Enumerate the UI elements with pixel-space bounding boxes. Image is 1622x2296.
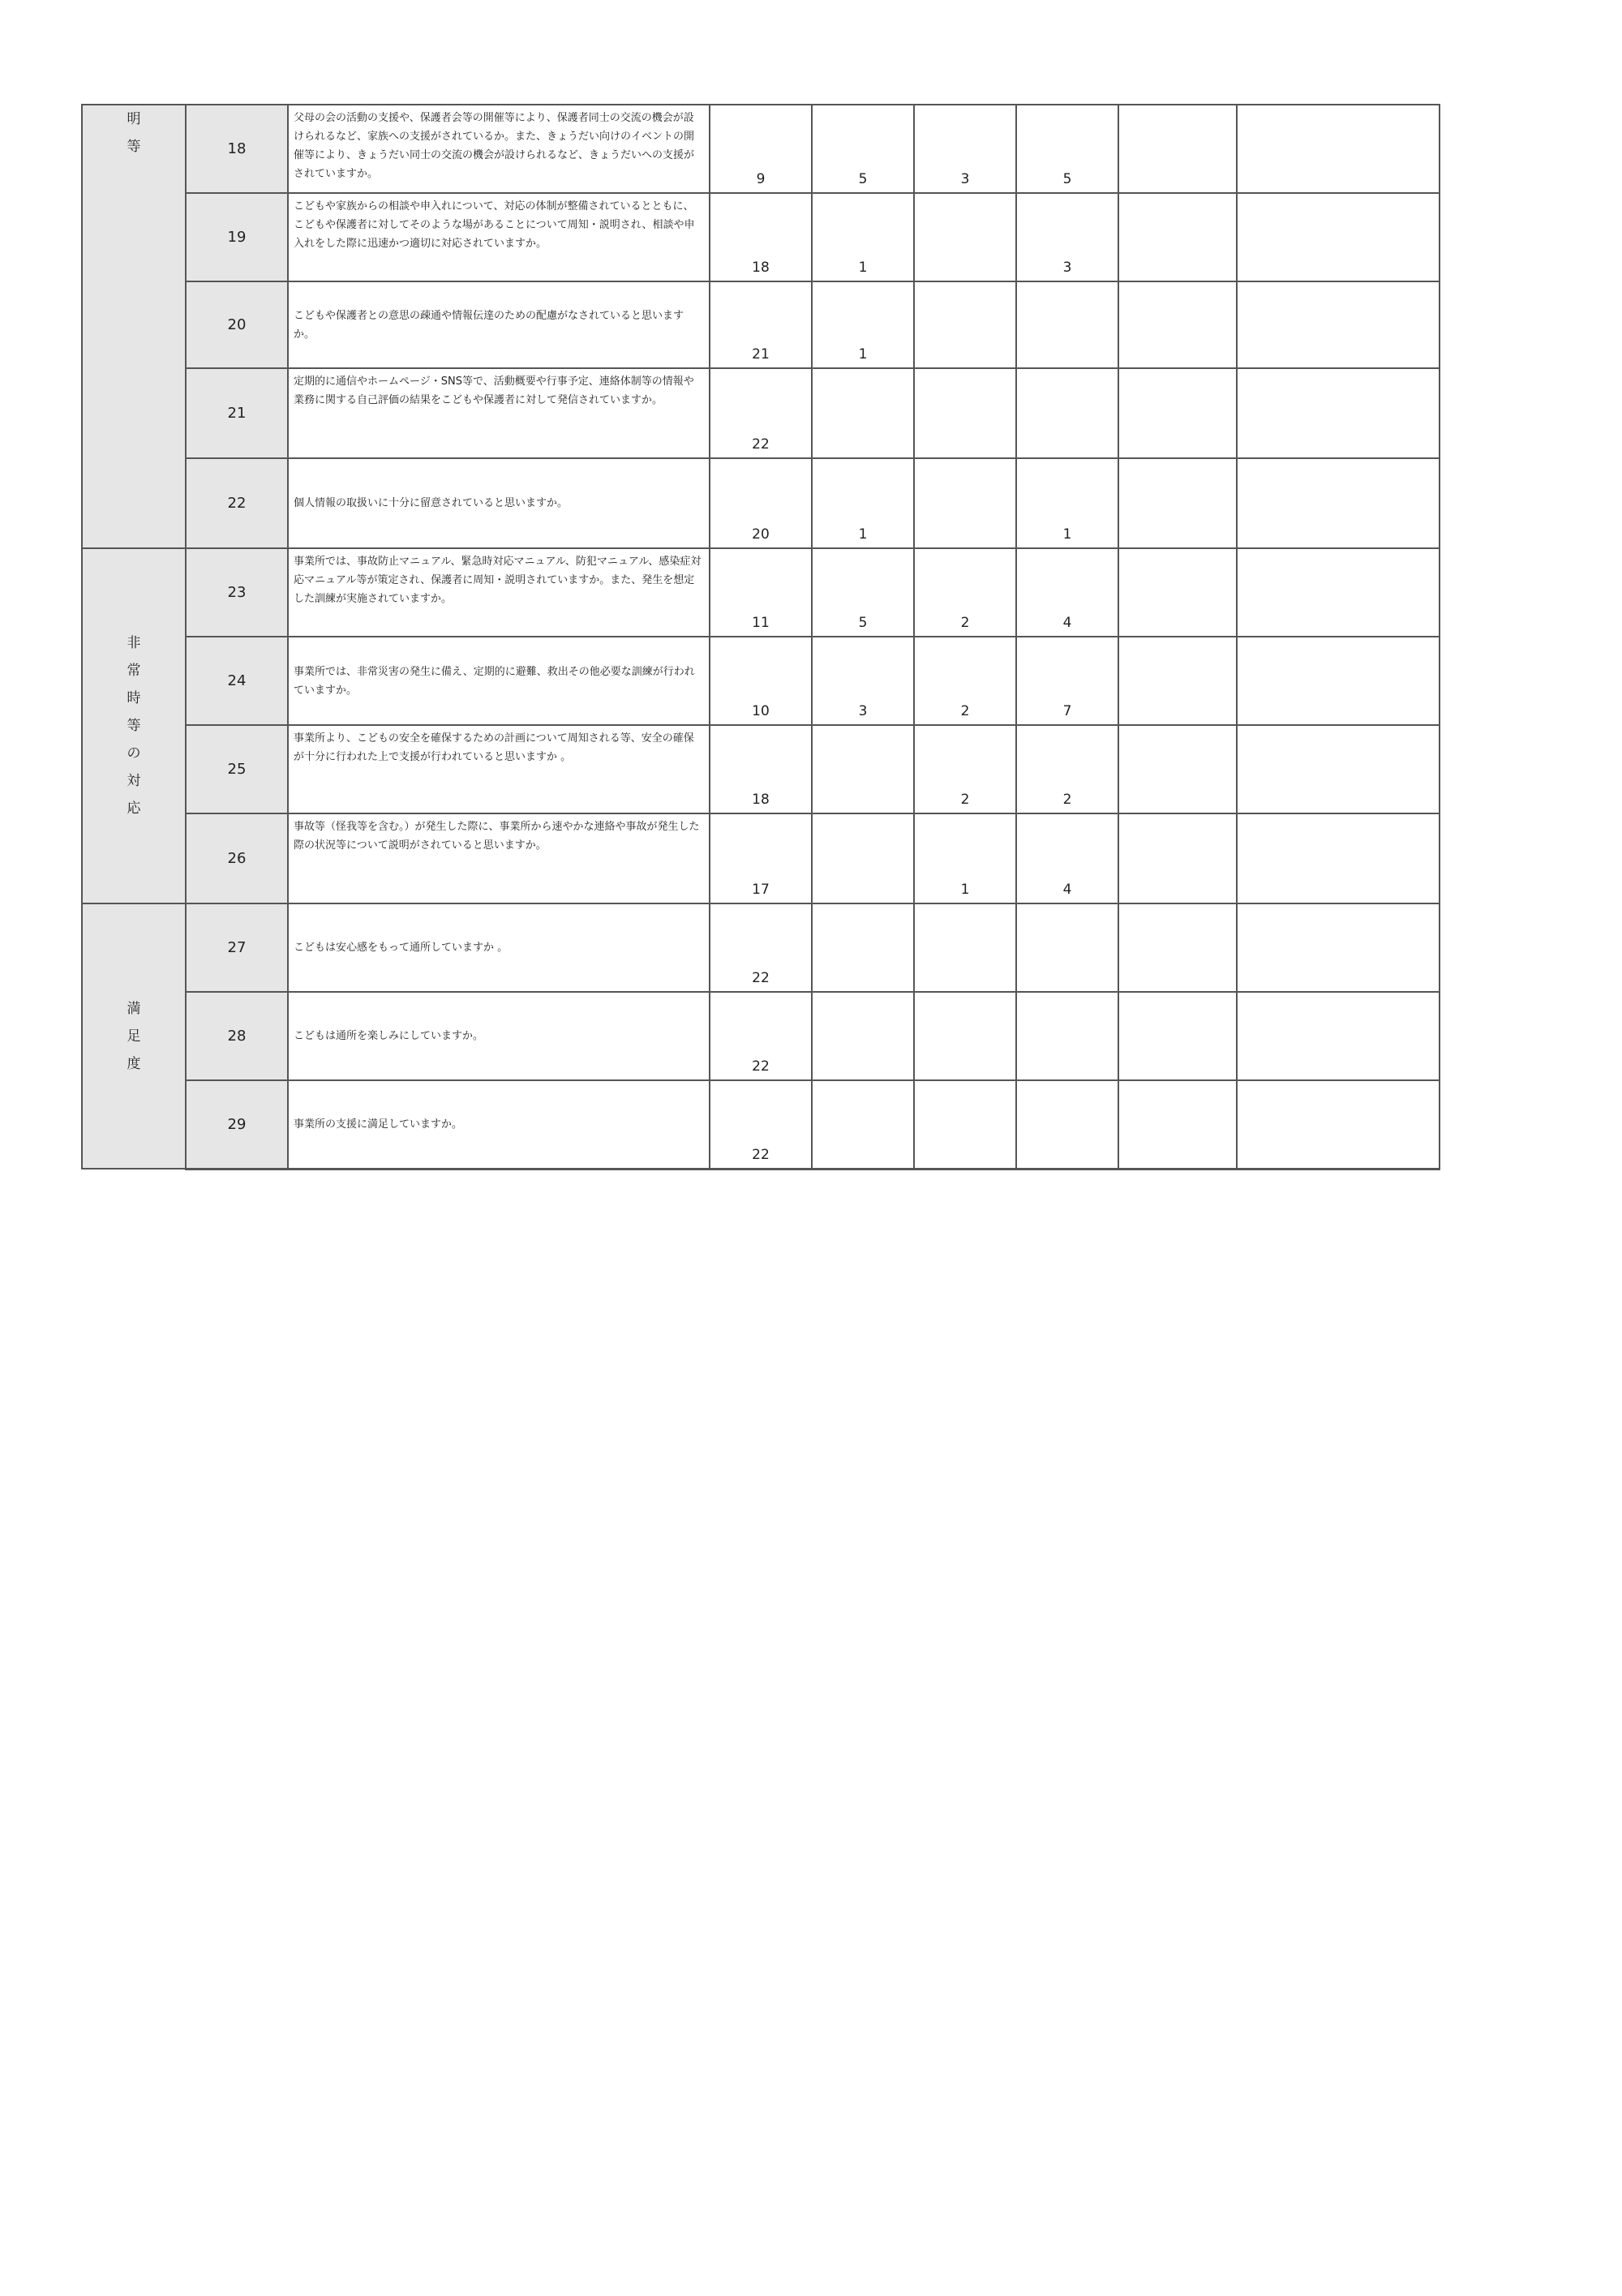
- category-cell: [82, 903, 186, 1169]
- answer-count: 3: [1062, 260, 1072, 276]
- answer-count-cell: [812, 725, 914, 813]
- table-row: [82, 813, 1440, 903]
- table-row: [82, 725, 1440, 813]
- answer-count-cell: [914, 458, 1016, 548]
- question-number: 23: [186, 548, 288, 637]
- answer-count: 4: [1062, 615, 1072, 631]
- answer-count-cell: [1016, 281, 1118, 368]
- answer-count-cell: [710, 1080, 812, 1169]
- answer-count: 2: [960, 792, 970, 808]
- table-row: [82, 458, 1440, 548]
- answer-count: 5: [1062, 171, 1072, 187]
- answer-count: 22: [752, 970, 770, 986]
- answer-count-cell: [710, 105, 812, 193]
- answer-count-cell: [1016, 1080, 1118, 1169]
- question-text: 事業所では、事故防止マニュアル、緊急時対応マニュアル、防犯マニュアル、感染症対応マニュアル等が策定され、保護者に周知・説明されていますか。また、発生を想定した訓練が実施されていますか。: [288, 548, 710, 637]
- answer-count: 2: [1062, 792, 1072, 808]
- question-text: 事業所では、非常災害の発生に備え、定期的に避難、救出その他必要な訓練が行われていますか。: [288, 637, 710, 725]
- answer-count-cell: [710, 548, 812, 637]
- answer-count: 2: [960, 703, 970, 719]
- answer-count-cell: [1237, 458, 1440, 548]
- table-row: [82, 1080, 1440, 1169]
- answer-count: 22: [752, 1058, 770, 1075]
- table-row: [82, 105, 1440, 193]
- question-number: 28: [186, 992, 288, 1080]
- survey-table: [81, 104, 1440, 1170]
- answer-count-cell: [914, 105, 1016, 193]
- answer-count-cell: [812, 193, 914, 281]
- question-text: 事故等（怪我等を含む。）が発生した際に、事業所から速やかな連絡や事故が発生した際の状況等について説明がされていると思いますか。: [288, 813, 710, 903]
- answer-count-cell: [1237, 105, 1440, 193]
- answer-count-cell: [812, 992, 914, 1080]
- answer-count: 2: [960, 615, 970, 631]
- answer-count-cell: [1118, 637, 1237, 725]
- answer-count-cell: [1016, 548, 1118, 637]
- answer-count-cell: [710, 903, 812, 992]
- answer-count-cell: [1016, 992, 1118, 1080]
- question-text: 事業所の支援に満足していますか。: [288, 1080, 710, 1169]
- answer-count: 9: [756, 171, 766, 187]
- answer-count-cell: [1118, 725, 1237, 813]
- answer-count-cell: [710, 368, 812, 458]
- answer-count: 1: [960, 882, 970, 898]
- question-text: 個人情報の取扱いに十分に留意されていると思いますか。: [288, 458, 710, 548]
- answer-count-cell: [1118, 281, 1237, 368]
- question-number: 26: [186, 813, 288, 903]
- answer-count-cell: [1118, 992, 1237, 1080]
- answer-count: 17: [752, 882, 770, 898]
- answer-count-cell: [1237, 725, 1440, 813]
- question-number: 24: [186, 637, 288, 725]
- category-cell: [82, 548, 186, 903]
- question-text: 事業所より、こどもの安全を確保するための計画について周知される等、安全の確保が十分に行われた上で支援が行われていると思いますか 。: [288, 725, 710, 813]
- answer-count: 4: [1062, 882, 1072, 898]
- answer-count-cell: [710, 637, 812, 725]
- table-row: [82, 193, 1440, 281]
- question-text: こどもは通所を楽しみにしていますか。: [288, 992, 710, 1080]
- question-number: 22: [186, 458, 288, 548]
- answer-count-cell: [1237, 548, 1440, 637]
- answer-count-cell: [710, 281, 812, 368]
- answer-count: 20: [752, 526, 770, 543]
- answer-count-cell: [1016, 725, 1118, 813]
- question-text: こどもや保護者との意思の疎通や情報伝達のための配慮がなされていると思いますか。: [288, 281, 710, 368]
- answer-count-cell: [1118, 1080, 1237, 1169]
- answer-count-cell: [812, 813, 914, 903]
- answer-count-cell: [1016, 193, 1118, 281]
- answer-count-cell: [1016, 813, 1118, 903]
- answer-count-cell: [1237, 637, 1440, 725]
- answer-count-cell: [812, 548, 914, 637]
- answer-count: 18: [752, 792, 770, 808]
- answer-count-cell: [1016, 458, 1118, 548]
- answer-count-cell: [914, 725, 1016, 813]
- answer-count-cell: [1118, 813, 1237, 903]
- table-row: [82, 548, 1440, 637]
- answer-count-cell: [812, 903, 914, 992]
- answer-count: 7: [1062, 703, 1072, 719]
- answer-count: 18: [752, 260, 770, 276]
- answer-count-cell: [1237, 193, 1440, 281]
- answer-count-cell: [1237, 813, 1440, 903]
- question-text: 父母の会の活動の支援や、保護者会等の開催等により、保護者同士の交流の機会が設けられるなど、家族への支援がされているか。また、きょうだい向けのイベントの開催等により、きょうだい同士の交流の機会が設けられるなど、きょうだいへの支援がされていますか。: [288, 105, 710, 193]
- answer-count-cell: [1016, 105, 1118, 193]
- answer-count-cell: [914, 903, 1016, 992]
- answer-count: 5: [858, 615, 868, 631]
- answer-count-cell: [914, 193, 1016, 281]
- answer-count-cell: [812, 637, 914, 725]
- answer-count-cell: [1118, 903, 1237, 992]
- answer-count-cell: [1016, 368, 1118, 458]
- answer-count-cell: [914, 1080, 1016, 1169]
- answer-count-cell: [812, 281, 914, 368]
- answer-count: 1: [858, 346, 868, 363]
- answer-count-cell: [710, 813, 812, 903]
- answer-count: 10: [752, 703, 770, 719]
- answer-count-cell: [710, 725, 812, 813]
- answer-count-cell: [914, 548, 1016, 637]
- answer-count-cell: [1118, 458, 1237, 548]
- question-number: 29: [186, 1080, 288, 1169]
- answer-count-cell: [812, 458, 914, 548]
- question-number: 20: [186, 281, 288, 368]
- category-label: 非常時等の対応: [127, 635, 141, 817]
- answer-count-cell: [1237, 992, 1440, 1080]
- answer-count-cell: [1237, 281, 1440, 368]
- answer-count-cell: [1237, 368, 1440, 458]
- question-number: 21: [186, 368, 288, 458]
- answer-count-cell: [914, 281, 1016, 368]
- answer-count: 1: [858, 260, 868, 276]
- answer-count: 22: [752, 436, 770, 453]
- answer-count-cell: [1016, 903, 1118, 992]
- answer-count: 11: [752, 615, 770, 631]
- category-cell: [82, 105, 186, 548]
- question-text: 定期的に通信やホームページ・SNS等で、活動概要や行事予定、連絡体制等の情報や業務に関する自己評価の結果をこどもや保護者に対して発信されていますか。: [288, 368, 710, 458]
- answer-count: 1: [1062, 526, 1072, 543]
- table-row: [82, 903, 1440, 992]
- question-number: 25: [186, 725, 288, 813]
- answer-count-cell: [1237, 1080, 1440, 1169]
- question-number: 18: [186, 105, 288, 193]
- answer-count: 1: [858, 526, 868, 543]
- answer-count-cell: [914, 368, 1016, 458]
- table-row: [82, 637, 1440, 725]
- answer-count: 5: [858, 171, 868, 187]
- answer-count-cell: [1118, 193, 1237, 281]
- question-number: 27: [186, 903, 288, 992]
- answer-count-cell: [812, 368, 914, 458]
- answer-count: 3: [960, 171, 970, 187]
- category-label: 明等: [127, 111, 141, 155]
- answer-count-cell: [812, 1080, 914, 1169]
- answer-count-cell: [1118, 548, 1237, 637]
- answer-count-cell: [710, 193, 812, 281]
- table-row: [82, 281, 1440, 368]
- answer-count-cell: [710, 458, 812, 548]
- answer-count-cell: [1118, 105, 1237, 193]
- answer-count-cell: [914, 637, 1016, 725]
- answer-count-cell: [1016, 637, 1118, 725]
- question-text: こどもは安心感をもって通所していますか 。: [288, 903, 710, 992]
- answer-count-cell: [812, 105, 914, 193]
- answer-count-cell: [1237, 903, 1440, 992]
- answer-count-cell: [914, 992, 1016, 1080]
- category-label: 満足度: [127, 1000, 141, 1072]
- answer-count: 22: [752, 1146, 770, 1163]
- answer-count-cell: [710, 992, 812, 1080]
- answer-count-cell: [1118, 368, 1237, 458]
- answer-count-cell: [914, 813, 1016, 903]
- question-number: 19: [186, 193, 288, 281]
- question-text: こどもや家族からの相談や申入れについて、対応の体制が整備されているとともに、こどもや保護者に対してそのような場があることについて周知・説明され、相談や申入れをした際に迅速かつ適切に対応されていますか。: [288, 193, 710, 281]
- answer-count: 21: [752, 346, 770, 363]
- table-row: [82, 368, 1440, 458]
- table-row: [82, 992, 1440, 1080]
- answer-count: 3: [858, 703, 868, 719]
